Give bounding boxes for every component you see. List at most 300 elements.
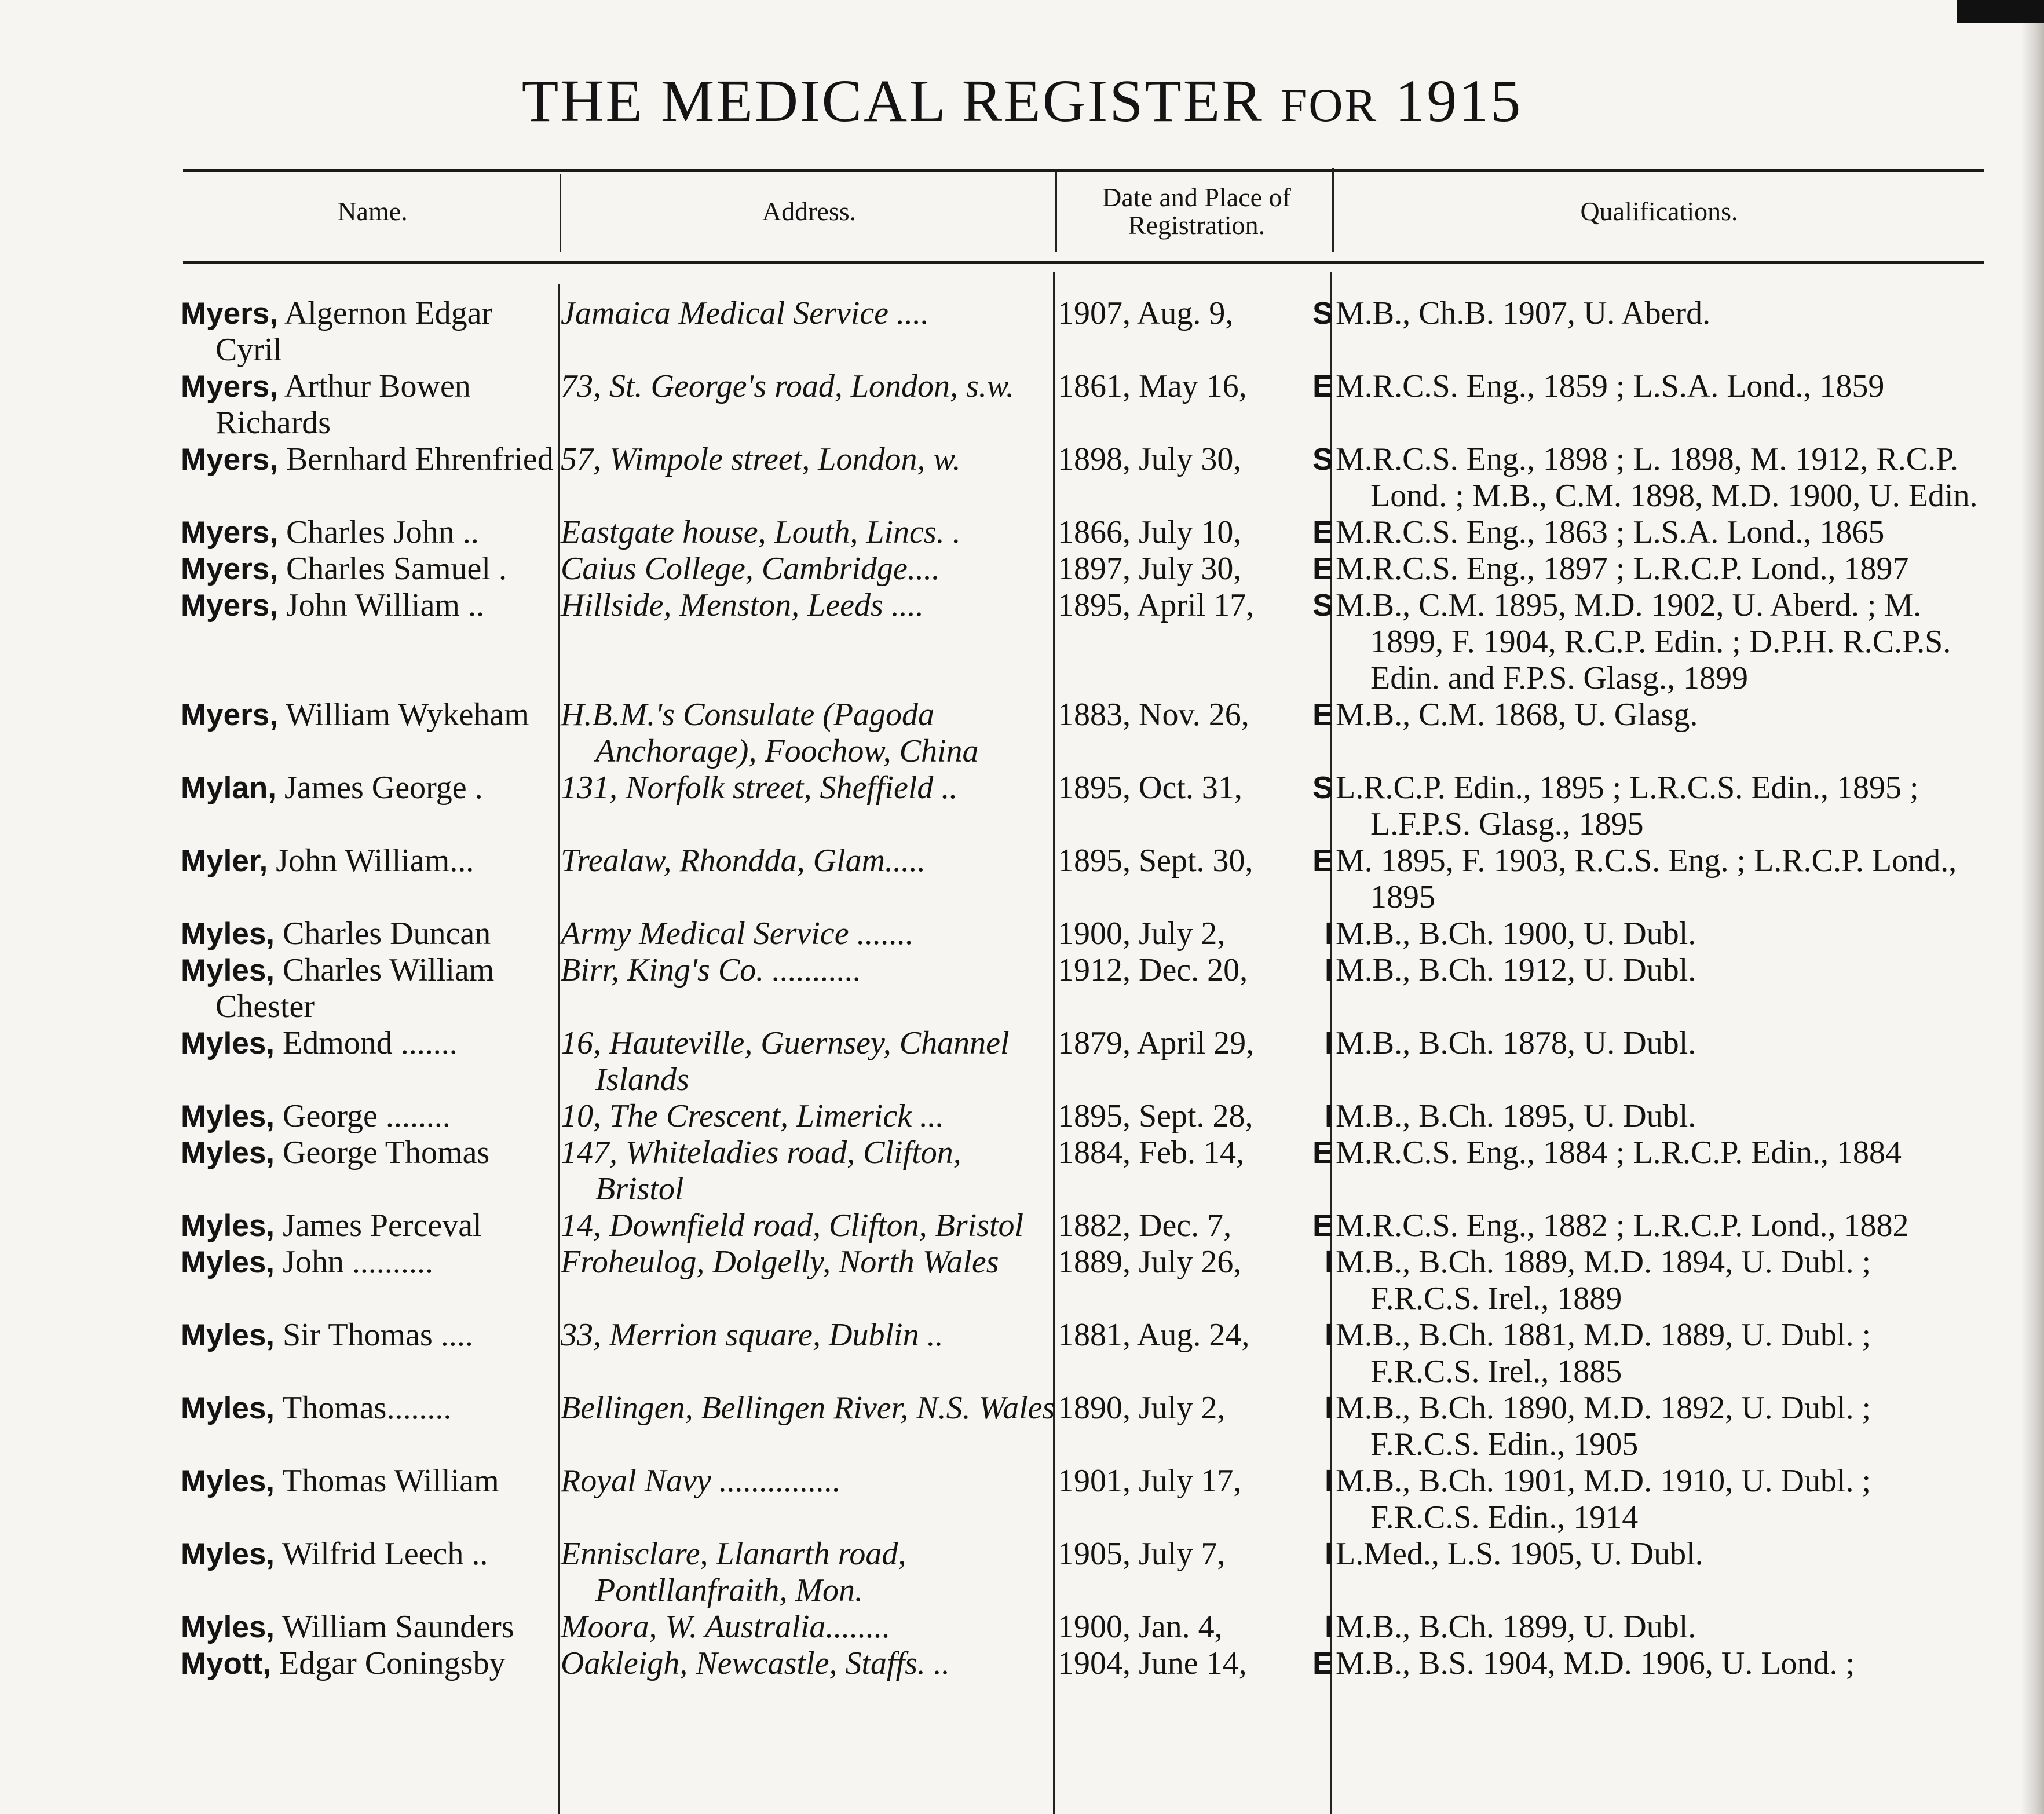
given-names: Arthur Bowen Richards xyxy=(215,368,471,441)
surname: Myers, xyxy=(181,698,278,732)
qualifications-text: M.B., Ch.B. 1907, U. Aberd. xyxy=(1336,295,1711,331)
address-text: 57, Wimpole street, London, w. xyxy=(561,441,961,477)
name-text xyxy=(181,551,561,587)
table-row xyxy=(181,514,1988,551)
registration-place: I xyxy=(1324,1099,1333,1133)
address-text: 10, The Crescent, Limerick ... xyxy=(561,1098,945,1134)
address-cell xyxy=(561,1463,1058,1536)
registration-text xyxy=(1058,1135,1336,1171)
name-cell xyxy=(181,551,561,587)
address-text: H.B.M.'s Consulate (Pagoda Anchorage), Foochow, China xyxy=(561,697,979,769)
registration-date: 1889, July 26, xyxy=(1058,1244,1242,1280)
page-edge xyxy=(2021,0,2044,1814)
registration-text xyxy=(1058,1536,1336,1572)
registration-cell xyxy=(1058,1645,1336,1682)
registration-place: I xyxy=(1324,1537,1333,1571)
registration-place: E xyxy=(1312,697,1333,732)
registration-text xyxy=(1058,587,1336,624)
address-cell xyxy=(561,1645,1058,1682)
registration-place: E xyxy=(1312,551,1333,586)
qualifications-text: L.R.C.P. Edin., 1895 ; L.R.C.S. Edin., 1895 ; L.F.P.S. Glasg., 1895 xyxy=(1336,770,1919,842)
table-row xyxy=(181,952,1988,1025)
name-cell xyxy=(181,1317,561,1390)
surname: Myler, xyxy=(181,844,268,878)
address-text: 33, Merrion square, Dublin .. xyxy=(561,1317,944,1353)
title-year: 1915 xyxy=(1395,68,1523,134)
address-cell xyxy=(561,1135,1058,1208)
qualifications-cell xyxy=(1336,1244,1988,1317)
header-qualifications: Qualifications. xyxy=(1580,196,1738,226)
name-text xyxy=(181,1317,561,1354)
registration-cell xyxy=(1058,587,1336,697)
table-row xyxy=(181,916,1988,952)
name-cell xyxy=(181,916,561,952)
qualifications-text: M.B., B.Ch. 1901, M.D. 1910, U. Dubl. ; F.R.C.S. Edin., 1914 xyxy=(1336,1463,1871,1535)
qualifications-text: M.B., B.Ch. 1881, M.D. 1889, U. Dubl. ; F.R.C.S. Irel., 1885 xyxy=(1336,1317,1871,1389)
registration-date: 1905, July 7, xyxy=(1058,1536,1226,1572)
qualifications-cell xyxy=(1336,295,1988,368)
registration-cell xyxy=(1058,1536,1336,1609)
registration-date: 1912, Dec. 20, xyxy=(1058,952,1248,988)
registration-text xyxy=(1058,1208,1336,1244)
registration-date: 1900, July 2, xyxy=(1058,916,1226,952)
registration-text xyxy=(1058,1317,1336,1354)
qualifications-text: M.B., B.Ch. 1890, M.D. 1892, U. Dubl. ; F.R.C.S. Edin., 1905 xyxy=(1336,1390,1871,1462)
qualifications-text: M.B., B.Ch. 1912, U. Dubl. xyxy=(1336,952,1696,988)
address-text: Trealaw, Rhondda, Glam..... xyxy=(561,843,926,879)
qualifications-cell xyxy=(1336,368,1988,441)
table-row xyxy=(181,1609,1988,1645)
given-names: William Saunders xyxy=(282,1609,514,1645)
registration-place: I xyxy=(1324,1391,1333,1425)
registration-date: 1895, Sept. 28, xyxy=(1058,1098,1253,1134)
given-names: Thomas William xyxy=(282,1463,499,1499)
name-cell xyxy=(181,441,561,514)
name-text xyxy=(181,1098,561,1135)
qualifications-cell xyxy=(1336,770,1988,843)
qualifications-cell xyxy=(1336,1536,1988,1609)
registration-cell xyxy=(1058,1135,1336,1208)
qualifications-text: M.B., B.Ch. 1878, U. Dubl. xyxy=(1336,1025,1696,1061)
registration-place: I xyxy=(1324,1026,1333,1060)
table-row xyxy=(181,368,1988,441)
registration-place: I xyxy=(1324,916,1333,951)
address-text: Birr, King's Co. ........... xyxy=(561,952,862,988)
table-row xyxy=(181,697,1988,770)
address-cell xyxy=(561,1098,1058,1135)
address-cell xyxy=(561,1244,1058,1317)
qualifications-cell xyxy=(1336,697,1988,770)
registration-text xyxy=(1058,1609,1336,1645)
title-for: FOR xyxy=(1280,79,1378,131)
registration-date: 1897, July 30, xyxy=(1058,551,1242,587)
registration-cell xyxy=(1058,1463,1336,1536)
address-text: Hillside, Menston, Leeds .... xyxy=(561,587,924,623)
address-cell xyxy=(561,916,1058,952)
qualifications-text: L.Med., L.S. 1905, U. Dubl. xyxy=(1336,1536,1703,1572)
address-text: Moora, W. Australia........ xyxy=(561,1609,891,1645)
registration-place: I xyxy=(1324,953,1333,988)
surname: Myers, xyxy=(181,297,278,331)
registration-place: E xyxy=(1312,1208,1333,1243)
table-row xyxy=(181,551,1988,587)
name-text xyxy=(181,514,561,551)
address-text: Jamaica Medical Service .... xyxy=(561,295,929,331)
registration-cell xyxy=(1058,514,1336,551)
table-row xyxy=(181,1135,1988,1208)
registration-cell xyxy=(1058,843,1336,916)
name-text xyxy=(181,952,561,1025)
table-row xyxy=(181,770,1988,843)
registration-cell xyxy=(1058,551,1336,587)
qualifications-cell xyxy=(1336,1098,1988,1135)
corner-mark xyxy=(1957,0,2044,23)
address-cell xyxy=(561,1536,1058,1609)
qualifications-cell xyxy=(1336,551,1988,587)
registration-text xyxy=(1058,551,1336,587)
registration-date: 1866, July 10, xyxy=(1058,514,1242,550)
qualifications-cell xyxy=(1336,441,1988,514)
qualifications-text: M. 1895, F. 1903, R.C.S. Eng. ; L.R.C.P. Lond., 1895 xyxy=(1336,843,1957,915)
name-cell xyxy=(181,368,561,441)
registration-text xyxy=(1058,1098,1336,1135)
registration-place: I xyxy=(1324,1610,1333,1644)
given-names: James Perceval xyxy=(283,1208,482,1244)
qualifications-text: M.R.C.S. Eng., 1859 ; L.S.A. Lond., 1859 xyxy=(1336,368,1885,404)
registration-cell xyxy=(1058,441,1336,514)
qualifications-cell xyxy=(1336,843,1988,916)
name-text xyxy=(181,295,561,368)
registration-text xyxy=(1058,1463,1336,1500)
name-cell xyxy=(181,952,561,1025)
registration-text xyxy=(1058,441,1336,478)
address-cell xyxy=(561,368,1058,441)
table-row xyxy=(181,1025,1988,1098)
given-names: John William... xyxy=(276,843,474,879)
name-text xyxy=(181,1135,561,1171)
address-cell xyxy=(561,952,1058,1025)
given-names: John .......... xyxy=(283,1244,433,1280)
qualifications-cell xyxy=(1336,1463,1988,1536)
surname: Myles, xyxy=(181,1610,275,1644)
registration-cell xyxy=(1058,1244,1336,1317)
qualifications-text: M.B., B.Ch. 1895, U. Dubl. xyxy=(1336,1098,1696,1134)
address-text: 14, Downfield road, Clifton, Bristol xyxy=(561,1208,1024,1244)
surname: Myles, xyxy=(181,953,275,988)
registration-cell xyxy=(1058,952,1336,1025)
table-row xyxy=(181,843,1988,916)
registration-date: 1879, April 29, xyxy=(1058,1025,1255,1061)
registration-place: E xyxy=(1312,1135,1333,1170)
name-cell xyxy=(181,1135,561,1208)
surname: Myles, xyxy=(181,1209,275,1243)
surname: Myers, xyxy=(181,588,278,623)
registration-cell xyxy=(1058,916,1336,952)
address-cell xyxy=(561,843,1058,916)
name-text xyxy=(181,1645,561,1682)
registration-date: 1904, June 14, xyxy=(1058,1645,1247,1681)
surname: Myott, xyxy=(181,1647,272,1681)
address-text: Eastgate house, Louth, Lincs. . xyxy=(561,514,961,550)
surname: Myles, xyxy=(181,1391,275,1425)
name-text xyxy=(181,1609,561,1645)
address-text: 73, St. George's road, London, s.w. xyxy=(561,368,1015,404)
registration-place: S xyxy=(1312,296,1333,331)
header-name: Name. xyxy=(337,196,408,226)
given-names: Edmond ....... xyxy=(283,1025,458,1061)
qualifications-text: M.R.C.S. Eng., 1897 ; L.R.C.P. Lond., 1897 xyxy=(1336,551,1909,587)
given-names: Algernon Edgar Cyril xyxy=(215,295,493,368)
qualifications-text: M.B., B.Ch. 1899, U. Dubl. xyxy=(1336,1609,1696,1645)
registration-place: S xyxy=(1312,588,1333,623)
given-names: Sir Thomas .... xyxy=(283,1317,473,1353)
registration-text xyxy=(1058,952,1336,989)
registration-text xyxy=(1058,1645,1336,1682)
surname: Myers, xyxy=(181,442,278,477)
qualifications-cell xyxy=(1336,1609,1988,1645)
registration-cell xyxy=(1058,697,1336,770)
registration-text xyxy=(1058,1244,1336,1281)
name-text xyxy=(181,1463,561,1500)
table-row xyxy=(181,441,1988,514)
qualifications-cell xyxy=(1336,1317,1988,1390)
name-text xyxy=(181,916,561,952)
qualifications-text: M.B., C.M. 1868, U. Glasg. xyxy=(1336,697,1698,733)
qualifications-cell xyxy=(1336,1208,1988,1244)
given-names: James George . xyxy=(284,770,483,806)
registration-cell xyxy=(1058,368,1336,441)
given-names: George Thomas xyxy=(283,1135,490,1171)
address-text: Army Medical Service ....... xyxy=(561,916,914,952)
registration-date: 1890, July 2, xyxy=(1058,1390,1226,1426)
address-cell xyxy=(561,697,1058,770)
given-names: Charles Samuel . xyxy=(286,551,507,587)
table-row xyxy=(181,587,1988,697)
name-text xyxy=(181,843,561,879)
name-text xyxy=(181,1025,561,1062)
qualifications-text: M.R.C.S. Eng., 1863 ; L.S.A. Lond., 1865 xyxy=(1336,514,1885,550)
address-text: 147, Whiteladies road, Clifton, Bristol xyxy=(561,1135,961,1207)
name-text xyxy=(181,441,561,478)
given-names: Wilfrid Leech .. xyxy=(282,1536,488,1572)
given-names: Charles John .. xyxy=(286,514,479,550)
registration-date: 1907, Aug. 9, xyxy=(1058,295,1234,331)
table-row xyxy=(181,295,1988,368)
surname: Myers, xyxy=(181,370,278,404)
registration-place: E xyxy=(1312,515,1333,550)
address-cell xyxy=(561,514,1058,551)
name-cell xyxy=(181,1390,561,1463)
qualifications-cell xyxy=(1336,916,1988,952)
registration-cell xyxy=(1058,1609,1336,1645)
registration-cell xyxy=(1058,1390,1336,1463)
registration-cell xyxy=(1058,295,1336,368)
surname: Mylan, xyxy=(181,771,276,805)
name-cell xyxy=(181,514,561,551)
surname: Myers, xyxy=(181,515,278,550)
address-text: Caius College, Cambridge.... xyxy=(561,551,940,587)
registration-cell xyxy=(1058,1317,1336,1390)
name-text xyxy=(181,770,561,806)
given-names: George ........ xyxy=(283,1098,451,1134)
qualifications-cell xyxy=(1336,1645,1988,1682)
column-headers xyxy=(184,174,1983,249)
name-cell xyxy=(181,1536,561,1609)
address-cell xyxy=(561,551,1058,587)
address-cell xyxy=(561,1025,1058,1098)
registration-date: 1882, Dec. 7, xyxy=(1058,1208,1232,1244)
table-row xyxy=(181,1208,1988,1244)
qualifications-cell xyxy=(1336,514,1988,551)
name-text xyxy=(181,587,561,624)
surname: Myles, xyxy=(181,1537,275,1571)
given-names: Thomas........ xyxy=(282,1390,452,1426)
given-names: Edgar Coningsby xyxy=(279,1645,506,1681)
qualifications-text: M.B., B.S. 1904, M.D. 1906, U. Lond. ; xyxy=(1336,1645,1855,1681)
registration-text xyxy=(1058,1025,1336,1062)
header-address: Address. xyxy=(762,196,857,226)
address-cell xyxy=(561,1390,1058,1463)
given-names: John William .. xyxy=(286,587,484,623)
registration-date: 1881, Aug. 24, xyxy=(1058,1317,1250,1353)
address-cell xyxy=(561,1208,1058,1244)
registration-date: 1861, May 16, xyxy=(1058,368,1247,404)
registration-place: I xyxy=(1324,1464,1333,1498)
qualifications-cell xyxy=(1336,952,1988,1025)
qualifications-cell xyxy=(1336,1135,1988,1208)
registration-date: 1895, Oct. 31, xyxy=(1058,770,1242,806)
address-text: Oakleigh, Newcastle, Staffs. .. xyxy=(561,1645,950,1681)
qualifications-cell xyxy=(1336,1390,1988,1463)
surname: Myles, xyxy=(181,1136,275,1170)
registration-text xyxy=(1058,916,1336,952)
registration-text xyxy=(1058,843,1336,879)
registration-text xyxy=(1058,514,1336,551)
page-title xyxy=(0,67,2044,136)
registration-text xyxy=(1058,770,1336,806)
address-cell xyxy=(561,770,1058,843)
qualifications-cell xyxy=(1336,587,1988,697)
registration-date: 1895, Sept. 30, xyxy=(1058,843,1253,879)
surname: Myles, xyxy=(181,1245,275,1279)
qualifications-text: M.R.C.S. Eng., 1882 ; L.R.C.P. Lond., 1882 xyxy=(1336,1208,1909,1244)
registration-place: E xyxy=(1312,369,1333,404)
name-text xyxy=(181,368,561,441)
qualifications-cell xyxy=(1336,1025,1988,1098)
qualifications-text: M.R.C.S. Eng., 1898 ; L. 1898, M. 1912, R.C.P. Lond. ; M.B., C.M. 1898, M.D. 1900, U. Edin. xyxy=(1336,441,1978,514)
address-cell xyxy=(561,1609,1058,1645)
surname: Myles, xyxy=(181,917,275,951)
address-text: Bellingen, Bellingen River, N.S. Wales xyxy=(561,1390,1055,1426)
name-text xyxy=(181,1208,561,1244)
address-text: 16, Hauteville, Guernsey, Channel Islands xyxy=(561,1025,1010,1098)
registration-date: 1901, July 17, xyxy=(1058,1463,1242,1499)
name-cell xyxy=(181,1645,561,1682)
qualifications-text: M.B., B.Ch. 1889, M.D. 1894, U. Dubl. ; F.R.C.S. Irel., 1889 xyxy=(1336,1244,1871,1316)
column-divider xyxy=(560,174,561,252)
address-cell xyxy=(561,441,1058,514)
registration-text xyxy=(1058,1390,1336,1427)
registration-place: S xyxy=(1312,442,1333,477)
address-text: Ennisclare, Llanarth road, Pontllanfraith, Mon. xyxy=(561,1536,906,1608)
registration-cell xyxy=(1058,1208,1336,1244)
name-cell xyxy=(181,697,561,770)
name-cell xyxy=(181,587,561,697)
given-names: Charles Duncan xyxy=(283,916,491,952)
qualifications-text: M.R.C.S. Eng., 1884 ; L.R.C.P. Edin., 1884 xyxy=(1336,1135,1902,1171)
table-row xyxy=(181,1536,1988,1609)
address-cell xyxy=(561,295,1058,368)
surname: Myles, xyxy=(181,1026,275,1060)
registration-cell xyxy=(1058,1025,1336,1098)
table-row xyxy=(181,1317,1988,1390)
name-cell xyxy=(181,1463,561,1536)
surname: Myles, xyxy=(181,1464,275,1498)
registration-place: E xyxy=(1312,1646,1333,1681)
name-text xyxy=(181,697,561,733)
name-cell xyxy=(181,843,561,916)
registration-date: 1884, Feb. 14, xyxy=(1058,1135,1244,1171)
name-text xyxy=(181,1390,561,1427)
name-cell xyxy=(181,1098,561,1135)
qualifications-text: M.B., C.M. 1895, M.D. 1902, U. Aberd. ; M. 1899, F. 1904, R.C.P. Edin. ; D.P.H. R.C.P.S. Edin. and F.P.S. Glasg., 1899 xyxy=(1336,587,1951,696)
registration-date: 1898, July 30, xyxy=(1058,441,1242,477)
registration-place: E xyxy=(1312,843,1333,878)
name-text xyxy=(181,1536,561,1572)
registration-text xyxy=(1058,697,1336,733)
registration-text xyxy=(1058,368,1336,405)
given-names: Bernhard Ehrenfried xyxy=(286,441,554,477)
header-date: Date and Place of Registration. xyxy=(1102,182,1291,240)
given-names: Charles William Chester xyxy=(215,952,495,1025)
name-text xyxy=(181,1244,561,1281)
table-row xyxy=(181,1098,1988,1135)
given-names: William Wykeham xyxy=(285,697,529,733)
address-cell xyxy=(561,1317,1058,1390)
registration-cell xyxy=(1058,1098,1336,1135)
name-cell xyxy=(181,295,561,368)
header-top-rule xyxy=(183,169,1984,172)
qualifications-text: M.B., B.Ch. 1900, U. Dubl. xyxy=(1336,916,1696,952)
address-text: 131, Norfolk street, Sheffield .. xyxy=(561,770,958,806)
registration-date: 1883, Nov. 26, xyxy=(1058,697,1249,733)
address-text: Froheulog, Dolgelly, North Wales xyxy=(561,1244,999,1280)
table-row xyxy=(181,1645,1988,1682)
name-cell xyxy=(181,1025,561,1098)
registration-place: I xyxy=(1324,1318,1333,1352)
registration-place: S xyxy=(1312,770,1333,805)
address-cell xyxy=(561,587,1058,697)
column-divider xyxy=(1332,168,1334,252)
surname: Myles, xyxy=(181,1099,275,1133)
surname: Myles, xyxy=(181,1318,275,1352)
table-row xyxy=(181,1244,1988,1317)
address-text: Royal Navy ............... xyxy=(561,1463,841,1499)
name-cell xyxy=(181,1609,561,1645)
surname: Myers, xyxy=(181,552,278,586)
header-bottom-rule xyxy=(183,261,1984,264)
registration-text xyxy=(1058,295,1336,332)
name-cell xyxy=(181,1244,561,1317)
table-row xyxy=(181,1463,1988,1536)
registration-cell xyxy=(1058,770,1336,843)
registration-place: I xyxy=(1324,1245,1333,1279)
register-table xyxy=(181,295,1988,1682)
registration-date: 1895, April 17, xyxy=(1058,587,1255,623)
name-cell xyxy=(181,1208,561,1244)
table-row xyxy=(181,1390,1988,1463)
column-divider xyxy=(1055,171,1057,252)
